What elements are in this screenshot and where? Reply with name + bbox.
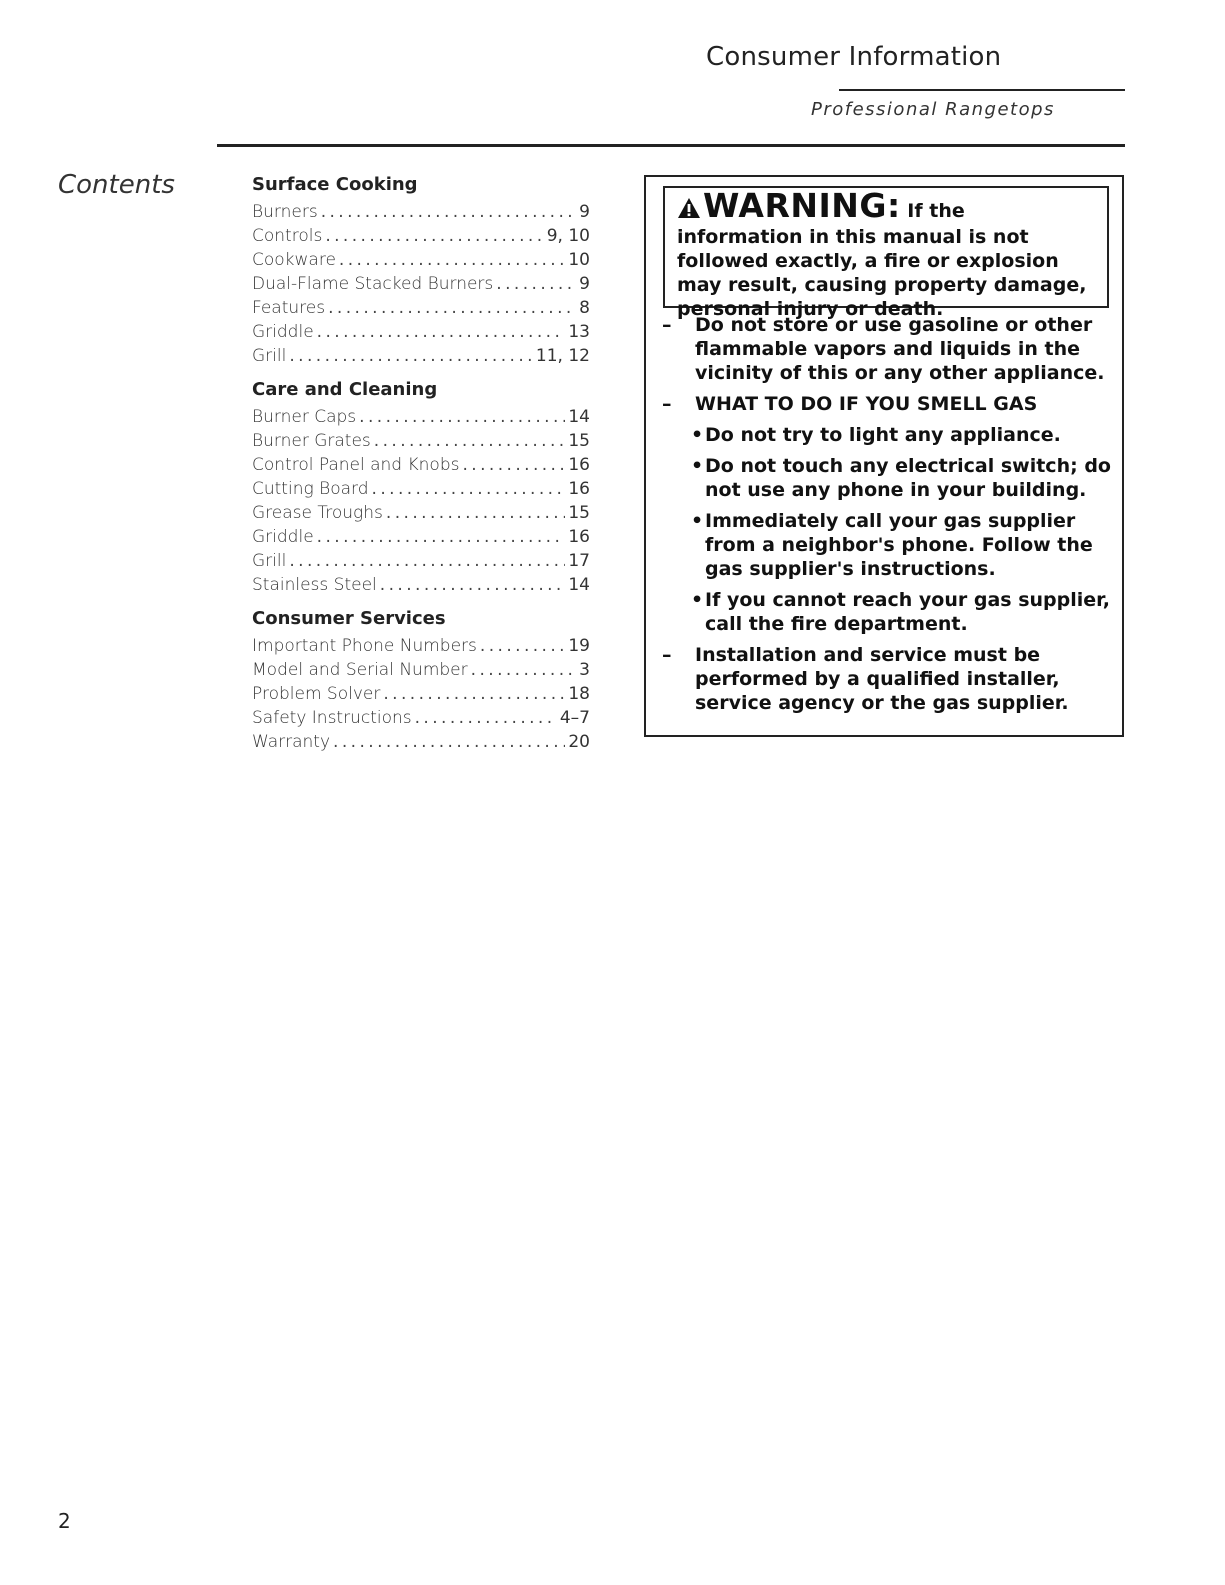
toc-entry — [252, 525, 590, 549]
toc-entry — [252, 501, 590, 525]
toc-entry-label: Griddle — [252, 527, 314, 547]
toc-entry-label: Stainless Steel — [252, 575, 377, 595]
warning-item-text: Installation and service must be performed by a qualified installer, service agency or the gas supplier. — [695, 644, 1069, 714]
toc-entry-page: 10 — [568, 250, 590, 270]
toc-entry-label: Burner Caps — [252, 407, 357, 427]
warning-subitem — [691, 588, 1112, 636]
toc-leader-dots — [325, 224, 543, 248]
bullet-marker: • — [691, 424, 704, 446]
warning-item-text: Do not store or use gasoline or other flammable vapors and liquids in the vicinity of this or any other appliance. — [695, 314, 1105, 384]
toc-entry — [252, 248, 590, 272]
toc-entry-page: 18 — [568, 684, 590, 704]
toc-entry — [252, 429, 590, 453]
toc-entry — [252, 272, 590, 296]
toc-entry — [252, 658, 590, 682]
toc-entry-page: 3 — [579, 660, 590, 680]
warning-body: manual is not followed exactly, a fire or explosion may result, causing property damage, personal injury or death. — [677, 226, 1087, 320]
toc-entry — [252, 706, 590, 730]
page-number: 2 — [58, 1509, 71, 1533]
toc-entry-page: 17 — [568, 551, 590, 571]
toc-entry-label: Warranty — [252, 732, 331, 752]
toc-entry-page: 13 — [568, 322, 590, 342]
warning-subitem — [691, 423, 1112, 447]
warning-item — [662, 313, 1112, 385]
toc-leader-dots — [471, 658, 577, 682]
toc-leader-dots — [289, 549, 565, 573]
toc-entry-label: Control Panel and Knobs — [252, 455, 460, 475]
toc-entry-label: Griddle — [252, 322, 314, 342]
bullet-marker: • — [691, 455, 704, 477]
toc-entry-label: Safety Instructions — [252, 708, 412, 728]
page-header-subtitle: Professional Rangetops — [811, 99, 1055, 120]
toc-entry-label: Dual-Flame Stacked Burners — [252, 274, 494, 294]
toc-entry-page: 9 — [579, 274, 590, 294]
warning-item-text: If you cannot reach your gas supplier, call the fire department. — [705, 589, 1110, 635]
toc-entry-label: Controls — [252, 226, 323, 246]
header-rule-long — [217, 144, 1125, 147]
toc-leader-dots — [380, 573, 566, 597]
toc-leader-dots — [359, 405, 565, 429]
toc-leader-dots — [339, 248, 565, 272]
toc-entry-page: 16 — [568, 527, 590, 547]
toc-entry-label: Burners — [252, 202, 318, 222]
toc-entry — [252, 296, 590, 320]
toc-section-heading: Surface Cooking — [252, 174, 418, 195]
toc-leader-dots — [333, 730, 565, 754]
toc-entry-label: Grease Troughs — [252, 503, 383, 523]
toc-entry-label: Important Phone Numbers — [252, 636, 477, 656]
toc-leader-dots — [374, 429, 566, 453]
toc-entry-label: Grill — [252, 346, 287, 366]
toc-entry — [252, 320, 590, 344]
toc-entry-label: Features — [252, 298, 326, 318]
bullet-marker: • — [691, 510, 704, 532]
toc-entry-page: 15 — [568, 503, 590, 523]
toc-leader-dots — [383, 682, 565, 706]
toc-entry-page: 9, 10 — [546, 226, 590, 246]
toc-entry — [252, 730, 590, 754]
warning-item — [662, 643, 1112, 715]
toc-entry-page: 4–7 — [559, 708, 590, 728]
toc-section — [252, 604, 590, 754]
toc-leader-dots — [386, 501, 565, 525]
toc-section-heading: Consumer Services — [252, 608, 446, 629]
warning-item-text: WHAT TO DO IF YOU SMELL GAS — [695, 393, 1038, 415]
toc-entry-label: Grill — [252, 551, 287, 571]
warning-header-box — [663, 186, 1109, 320]
toc-entry-page: 15 — [568, 431, 590, 451]
toc-entry-page: 14 — [568, 407, 590, 427]
warning-item-text: Do not touch any electrical switch; do not use any phone in your building. — [705, 455, 1111, 501]
toc-section-heading: Care and Cleaning — [252, 379, 438, 400]
toc-leader-dots — [415, 706, 557, 730]
page-header-title: Consumer Information — [706, 42, 1002, 72]
toc-entry-page: 14 — [568, 575, 590, 595]
toc-section — [252, 170, 590, 368]
toc-leader-dots — [321, 200, 576, 224]
toc-section — [252, 375, 590, 597]
warning-subitem — [691, 509, 1112, 581]
toc-entry-label: Problem Solver — [252, 684, 381, 704]
header-rule-short — [839, 89, 1125, 91]
warning-triangle-icon — [677, 197, 701, 225]
toc-entry-page: 16 — [568, 455, 590, 475]
contents-label: Contents — [58, 170, 175, 200]
toc-leader-dots — [372, 477, 566, 501]
toc-entry — [252, 477, 590, 501]
toc-leader-dots — [462, 453, 565, 477]
table-of-contents — [252, 170, 590, 761]
warning-list — [662, 313, 1112, 722]
warning-item — [662, 392, 1112, 416]
toc-entry — [252, 224, 590, 248]
toc-entry-label: Model and Serial Number — [252, 660, 468, 680]
toc-leader-dots — [480, 634, 565, 658]
toc-entry-label: Cookware — [252, 250, 336, 270]
warning-word: WARNING: — [703, 186, 901, 225]
toc-leader-dots — [328, 296, 576, 320]
toc-entry-page: 19 — [568, 636, 590, 656]
toc-entry — [252, 200, 590, 224]
toc-entry — [252, 453, 590, 477]
dash-marker: – — [662, 644, 672, 666]
toc-entry — [252, 634, 590, 658]
toc-entry-page: 11, 12 — [535, 346, 590, 366]
toc-leader-dots — [317, 525, 566, 549]
toc-entry-page: 8 — [579, 298, 590, 318]
bullet-marker: • — [691, 589, 704, 611]
warning-item-text: Immediately call your gas supplier from a neighbor's phone. Follow the gas supplier's instructions. — [705, 510, 1093, 580]
warning-item-text: Do not try to light any appliance. — [705, 424, 1061, 446]
toc-entry — [252, 573, 590, 597]
toc-leader-dots — [496, 272, 576, 296]
warning-subitem — [691, 454, 1112, 502]
toc-entry-label: Burner Grates — [252, 431, 371, 451]
warning-lead: If the information in this — [677, 200, 965, 248]
toc-entry-page: 9 — [579, 202, 590, 222]
toc-entry — [252, 682, 590, 706]
toc-entry-page: 16 — [568, 479, 590, 499]
toc-leader-dots — [289, 344, 533, 368]
toc-entry — [252, 549, 590, 573]
toc-entry — [252, 405, 590, 429]
toc-entry-label: Cutting Board — [252, 479, 369, 499]
toc-leader-dots — [317, 320, 566, 344]
dash-marker: – — [662, 393, 672, 415]
toc-entry-page: 20 — [568, 732, 590, 752]
dash-marker: – — [662, 314, 672, 336]
toc-entry — [252, 344, 590, 368]
